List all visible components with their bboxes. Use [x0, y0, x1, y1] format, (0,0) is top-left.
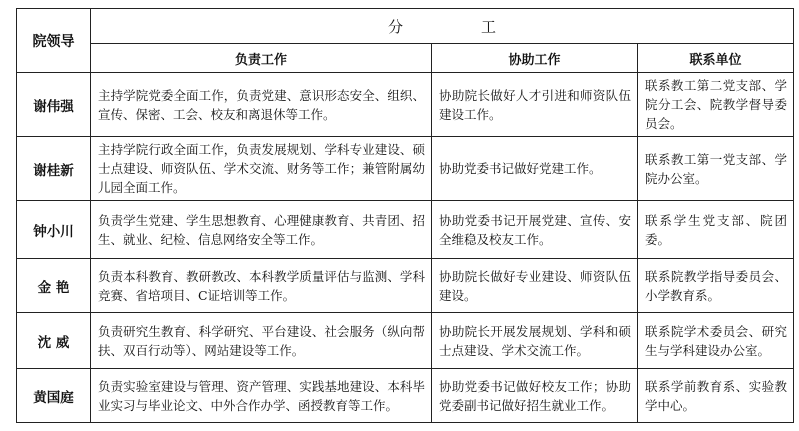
leadership-duty-table	[16, 8, 794, 423]
contact-column-header: 联系单位	[638, 44, 794, 73]
table-row	[17, 201, 794, 259]
division-header: 分工	[91, 9, 794, 44]
responsible-cell: 负责实验室建设与管理、资产管理、实践基地建设、本科毕业实习与毕业论文、中外合作办学、函授教育等工作。	[91, 369, 432, 423]
header-row-sub	[17, 44, 794, 73]
responsible-column-header: 负责工作	[91, 44, 432, 73]
table-row	[17, 73, 794, 137]
responsible-cell: 负责研究生教育、科学研究、平台建设、社会服务（纵向帮扶、双百行动等）、网站建设等工作。	[91, 313, 432, 369]
assist-cell: 协助党委书记开展党建、宣传、安全维稳及校友工作。	[432, 201, 638, 259]
contact-cell: 联系教工第一党支部、学院办公室。	[638, 137, 794, 201]
table-row	[17, 313, 794, 369]
assist-column-header: 协助工作	[432, 44, 638, 73]
responsible-cell: 主持学院行政全面工作，负责发展规划、学科专业建设、硕士点建设、师资队伍、学术交流、财务等工作；兼管附属幼儿园全面工作。	[91, 137, 432, 201]
table-row	[17, 259, 794, 313]
leader-column-header: 院领导	[17, 9, 91, 73]
contact-cell: 联系教工第二党支部、学院分工会、院教学督导委员会。	[638, 73, 794, 137]
responsible-cell: 主持学院党委全面工作，负责党建、意识形态安全、组织、宣传、保密、工会、校友和离退休等工作。	[91, 73, 432, 137]
leader-name: 沈 威	[17, 313, 91, 369]
assist-cell: 协助院长做好人才引进和师资队伍建设工作。	[432, 73, 638, 137]
leader-name: 黄国庭	[17, 369, 91, 423]
table-row	[17, 137, 794, 201]
header-row-top	[17, 9, 794, 44]
contact-cell: 联系学前教育系、实验教学中心。	[638, 369, 794, 423]
contact-cell: 联系院学术委员会、研究生与学科建设办公室。	[638, 313, 794, 369]
responsible-cell: 负责本科教育、教研教改、本科教学质量评估与监测、学科竞赛、省培项目、C证培训等工作。	[91, 259, 432, 313]
leader-name: 金 艳	[17, 259, 91, 313]
leader-name: 钟小川	[17, 201, 91, 259]
assist-cell: 协助院长开展发展规划、学科和硕士点建设、学术交流工作。	[432, 313, 638, 369]
assist-cell: 协助院长做好专业建设、师资队伍建设。	[432, 259, 638, 313]
assist-cell: 协助党委书记做好校友工作；协助党委副书记做好招生就业工作。	[432, 369, 638, 423]
leader-name: 谢桂新	[17, 137, 91, 201]
contact-cell: 联系院教学指导委员会、小学教育系。	[638, 259, 794, 313]
assist-cell: 协助党委书记做好党建工作。	[432, 137, 638, 201]
contact-cell: 联系学生党支部、院团委。	[638, 201, 794, 259]
table-row	[17, 369, 794, 423]
leader-name: 谢伟强	[17, 73, 91, 137]
responsible-cell: 负责学生党建、学生思想教育、心理健康教育、共青团、招生、就业、纪检、信息网络安全等工作。	[91, 201, 432, 259]
